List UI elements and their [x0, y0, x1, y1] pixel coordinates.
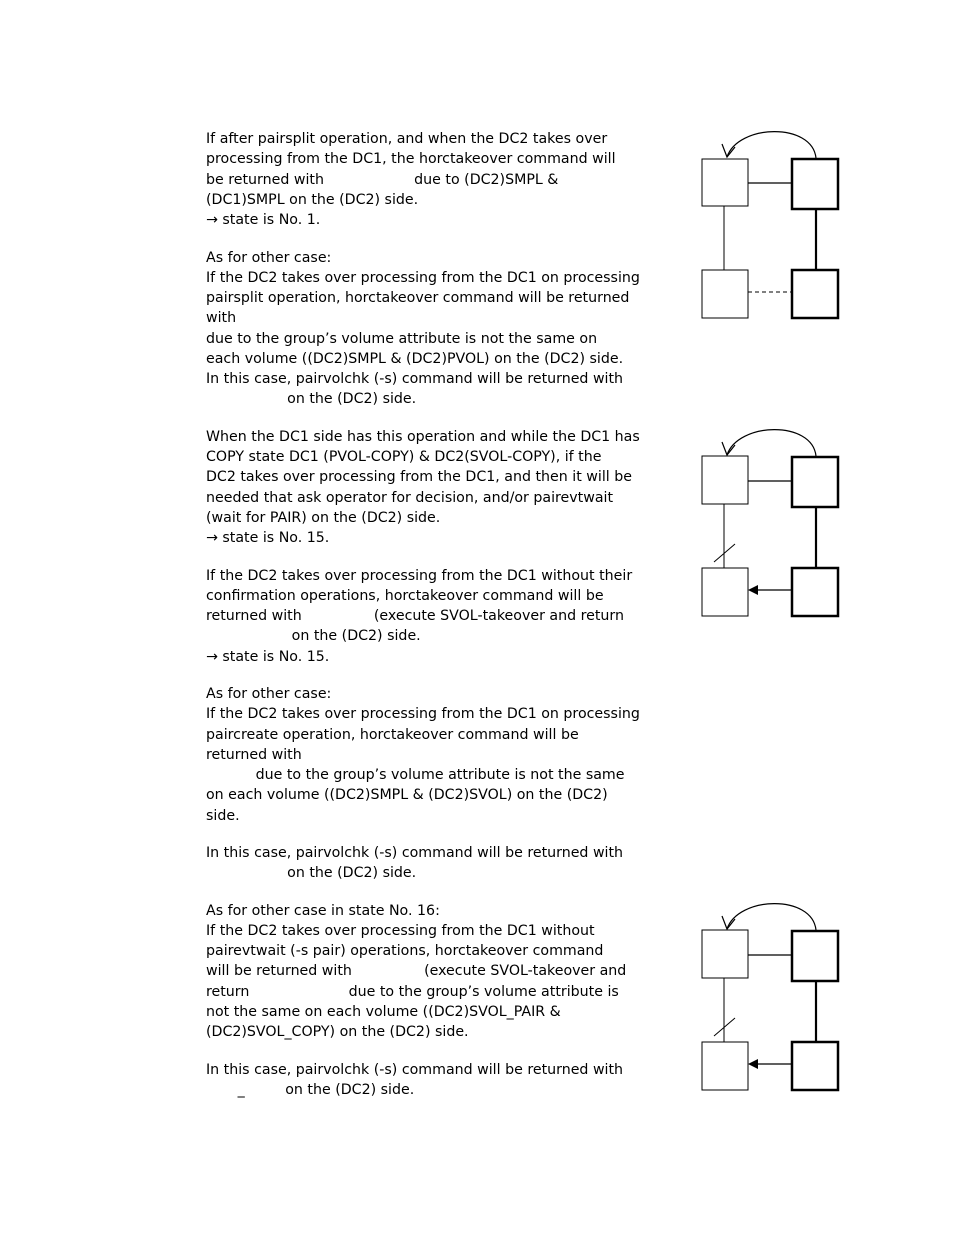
volume-box-top-right — [792, 931, 838, 981]
text-line: If the DC2 takes over processing from the DC1 on processing — [206, 706, 640, 722]
text-line: return due to the group’s volume attribute is — [206, 984, 619, 1000]
text-line: DC2 takes over processing from the DC1, and then it will be — [206, 469, 632, 485]
volume-box-bottom-right — [792, 568, 838, 616]
text-line: returned with — [206, 747, 302, 763]
state-diagram-1 — [690, 120, 850, 320]
text-line: In this case, pairvolchk (-s) command will be returned with — [206, 1062, 624, 1078]
text-line: processing from the DC1, the horctakeover command will — [206, 151, 616, 167]
text-line: not the same on each volume ((DC2)SVOL_PAIR & — [206, 1004, 561, 1020]
takeover-arc — [727, 132, 816, 158]
text-line: → state is No. 1. — [206, 212, 321, 228]
text-line: needed that ask operator for decision, and/or pairevtwait — [206, 490, 614, 506]
state-diagram-3 — [690, 892, 850, 1092]
text-line: As for other case: — [206, 686, 332, 702]
text-line: each volume ((DC2)SMPL & (DC2)PVOL) on the (DC2) side. — [206, 351, 624, 367]
text-line: due to the group’s volume attribute is not the same on — [206, 331, 598, 347]
text-line: confirmation operations, horctakeover command will be — [206, 588, 604, 604]
text-line: due to the group’s volume attribute is not the same — [206, 767, 625, 783]
text-line: If the DC2 takes over processing from the DC1 without their — [206, 568, 633, 584]
text-line: on the (DC2) side. — [206, 865, 417, 881]
volume-box-top-right — [792, 457, 838, 507]
volume-box-bottom-right — [792, 270, 838, 318]
text-line: on each volume ((DC2)SMPL & (DC2)SVOL) on the (DC2) — [206, 787, 608, 803]
text-line: If after pairsplit operation, and when the DC2 takes over — [206, 131, 608, 147]
text-line: In this case, pairvolchk (-s) command will be returned with — [206, 371, 624, 387]
text-line: (DC1)SMPL on the (DC2) side. — [206, 192, 419, 208]
text-line: _ on the (DC2) side. — [206, 1082, 415, 1098]
text-line: In this case, pairvolchk (-s) command will be returned with — [206, 845, 624, 861]
volume-box-bottom-right — [792, 1042, 838, 1090]
text-line: (wait for PAIR) on the (DC2) side. — [206, 510, 441, 526]
text-line: paircreate operation, horctakeover command will be — [206, 727, 579, 743]
takeover-arc — [727, 904, 816, 930]
text-line: side. — [206, 808, 240, 824]
volume-box-top-left — [702, 930, 748, 978]
volume-box-top-right — [792, 159, 838, 209]
volume-box-bottom-left — [702, 568, 748, 616]
text-line: returned with (execute SVOL-takeover and return — [206, 608, 625, 624]
text-line: on the (DC2) side. — [206, 628, 421, 644]
text-line: When the DC1 side has this operation and while the DC1 has — [206, 429, 640, 445]
text-line: pairevtwait (-s pair) operations, horctakeover command — [206, 943, 604, 959]
arrow-left-icon — [748, 1059, 758, 1069]
text-line: pairsplit operation, horctakeover command will be returned — [206, 290, 630, 306]
text-line: → state is No. 15. — [206, 530, 330, 546]
text-line: with — [206, 310, 237, 326]
text-line: COPY state DC1 (PVOL-COPY) & DC2(SVOL-COPY), if the — [206, 449, 602, 465]
volume-box-bottom-left — [702, 270, 748, 318]
text-line: → state is No. 15. — [206, 649, 330, 665]
text-line: As for other case: — [206, 250, 332, 266]
text-line: will be returned with (execute SVOL-takeover and — [206, 963, 627, 979]
text-line: be returned with due to (DC2)SMPL & — [206, 172, 559, 188]
text-line: If the DC2 takes over processing from the DC1 without — [206, 923, 595, 939]
volume-box-top-left — [702, 159, 748, 206]
text-line: As for other case in state No. 16: — [206, 903, 440, 919]
volume-box-bottom-left — [702, 1042, 748, 1090]
text-line: on the (DC2) side. — [206, 391, 417, 407]
volume-box-top-left — [702, 456, 748, 504]
state-diagram-2 — [690, 418, 850, 618]
text-line: (DC2)SVOL_COPY) on the (DC2) side. — [206, 1024, 469, 1040]
text-line: If the DC2 takes over processing from the DC1 on processing — [206, 270, 640, 286]
arrow-left-icon — [748, 585, 758, 595]
takeover-arc — [727, 430, 816, 456]
